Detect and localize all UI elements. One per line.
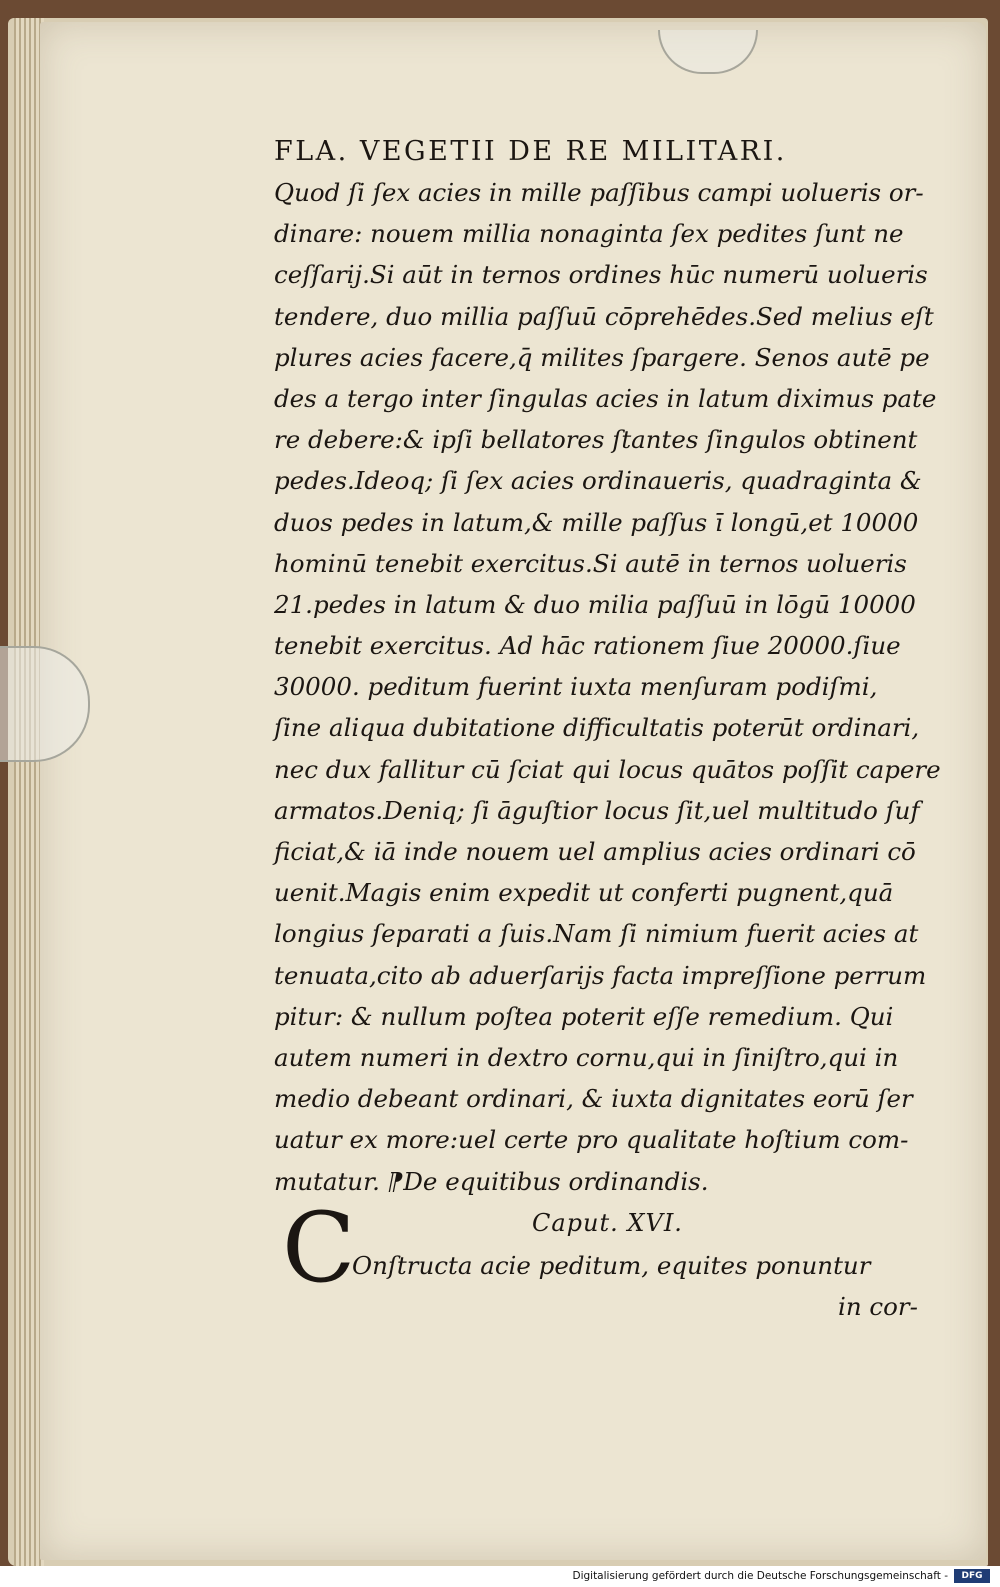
- text-line: uatur ex more:uel certe pro qualitate hoſtium com-: [274, 1125, 909, 1155]
- text-block: [274, 132, 941, 1202]
- chapter-heading: Caput. XVI.: [532, 1209, 683, 1237]
- dfg-logo: DFG: [954, 1569, 990, 1583]
- text-line: hominū tenebit exercitus.Si autē in ternos uolueris: [274, 548, 907, 578]
- text-line: Quod ſi ſex acies in mille paſſibus campi uolueris or-: [274, 178, 924, 207]
- text-line: ficiat,& iā inde nouem uel amplius acies ordinari cō: [274, 837, 916, 866]
- text-line: ceſſarij.Si aūt in ternos ordines hūc numerū uolueris: [274, 260, 928, 290]
- text-line: pedes.Ideoq; ſi ſex acies ordinaueris, quadraginta &: [274, 466, 922, 496]
- text-line: plures acies facere,q̄ milites ſpargere. Senos autē pe: [274, 342, 930, 372]
- text-line: medio debeant ordinari, & iuxta dignitates eorū ſer: [274, 1084, 913, 1114]
- running-header: FLA. VEGETII DE RE MILITARI.: [274, 136, 787, 167]
- funding-credit: Digitalisierung gefördert durch die Deutsche Forschungsgemeinschaft -: [572, 1570, 948, 1582]
- text-line: tenuata,cito ab aduerſarijs facta impreſſione perrum: [274, 960, 927, 990]
- text-line: tenebit exercitus. Ad hāc rationem ſiue 20000.ſiue: [274, 631, 901, 661]
- text-line: 21.pedes in latum & duo milia paſſuū in lōgū 10000: [274, 589, 916, 619]
- text-line: autem numeri in dextro cornu,qui in ſiniſtro,qui in: [274, 1042, 899, 1072]
- decorated-initial: C: [282, 1192, 356, 1304]
- chapter-first-line: Onſtructa acie peditum, equites ponuntur: [352, 1251, 871, 1280]
- text-line: pitur: & nullum poſtea poterit eſſe remedium. Qui: [274, 1001, 894, 1031]
- text-line: dinare: nouem millia nonaginta ſex pedites ſunt ne: [274, 219, 904, 249]
- text-line: mutatur. ⁋De equitibus ordinandis.: [274, 1166, 709, 1196]
- text-line: re debere:& ipſi bellatores ſtantes ſingulos obtinent: [274, 425, 918, 455]
- text-line: duos pedes in latum,& mille paſſus ī longū,et 10000: [274, 507, 919, 537]
- catchword: in cor-: [838, 1292, 918, 1321]
- text-line: 30000. peditum fuerint iuxta menſuram podiſmi,: [274, 672, 878, 702]
- text-line: longius ſeparati a ſuis.Nam ſi nimium fuerit acies at: [274, 919, 919, 949]
- text-line: ſine aliqua dubitatione difficultatis poterūt ordinari,: [274, 713, 920, 743]
- text-line: armatos.Deniq; ſi āguſtior locus ſit,uel multitudo ſuf: [274, 795, 920, 825]
- text-line: tendere, duo millia paſſuū cōprehēdes.Sed melius eſt: [274, 301, 934, 331]
- footer-bar: [0, 1566, 1000, 1587]
- text-line: nec dux fallitur cū ſciat qui locus quātos poſſit capere: [274, 754, 941, 784]
- text-line: des a tergo inter ſingulas acies in latum diximus pate: [274, 383, 937, 413]
- text-line: uenit.Magis enim expedit ut conferti pugnent,quā: [274, 878, 894, 908]
